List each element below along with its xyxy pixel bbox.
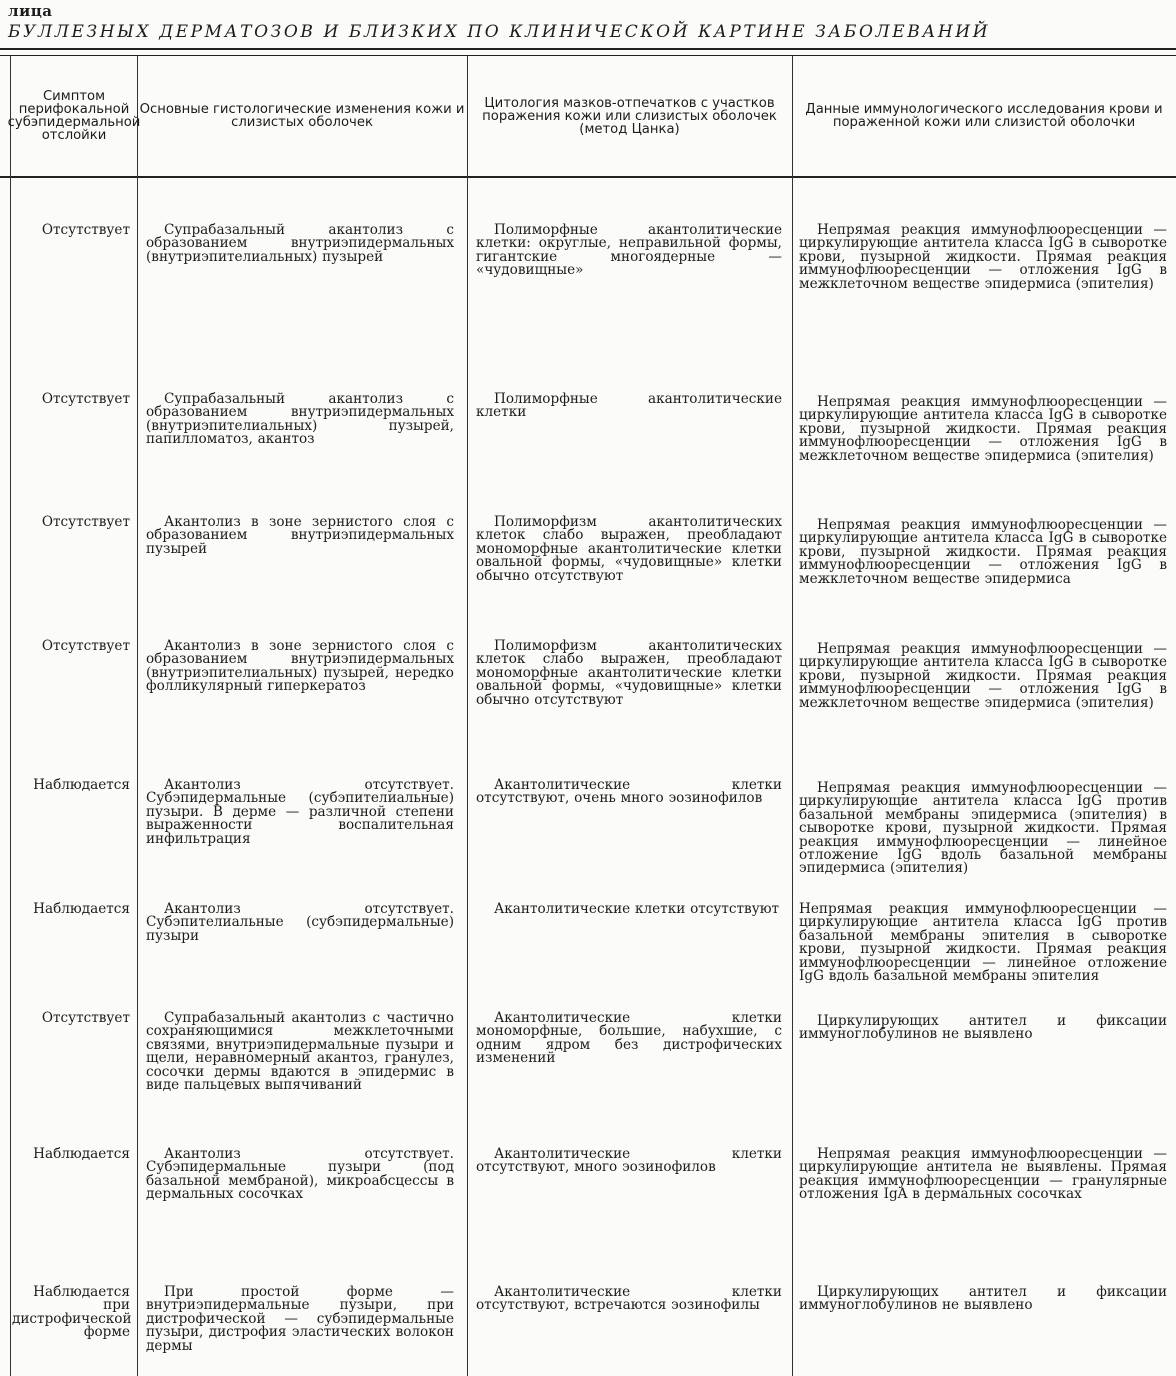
cell-symptom: Наблюдается [33, 901, 130, 917]
cell-symptom: Отсутствует [41, 1010, 130, 1026]
cell-symptom: Отсутствует [41, 222, 130, 238]
cell-cytology: Акантолитические клетки мономорфные, большие, набухшие, с одним ядром без дистрофических изменений [476, 1010, 782, 1067]
cell-histology: Супрабазальный акантолиз с образованием внутриэпидермальных (внутриэпителиальных) пузырей [146, 222, 454, 265]
cell-immunology: Циркулирующих антител и фиксации иммуноглобулинов не выявлено [799, 1013, 1167, 1043]
cell-symptom: Наблюдается при дистрофической форме [12, 1284, 132, 1341]
column-divider-2 [467, 56, 468, 1376]
cell-symptom: Отсутствует [41, 638, 130, 654]
cell-histology: При простой форме — внутриэпидермальные пузыри, при дистрофической — субэпидермальные пузыри, дистрофия эластических волокон дермы [146, 1284, 454, 1354]
cell-symptom: Наблюдается [33, 777, 130, 793]
column-divider-1 [137, 56, 138, 1376]
header-rule-bottom [0, 176, 1176, 178]
cell-histology: Акантолиз отсутствует. Субэпидермальные пузыри (под базальной мембраной), микроабсцессы в дермальных сосочках [146, 1146, 454, 1203]
cell-immunology: Непрямая реакция иммунофлюоресценции — циркулирующие антитела класса IgG против базальной мембраны эпителия в сыворотке крови, пузырной жидкости. Прямая реакция иммунофлюоресценции — линейное отложение IgG вдоль базальной мембраны эпителия [799, 901, 1167, 985]
cell-cytology: Полиморфизм акантолитических клеток слабо выражен, преобладают мономорфные акантолитические клетки овальной формы, «чудовищные» клетки обычно отсутствуют [476, 638, 782, 708]
cell-histology: Супрабазальный акантолиз с частично сохраняющимися межклеточными связями, внутриэпидермальные пузыри и щели, неравномерный акантоз, гранулез, сосочки дермы вдаются в эпидермис в виде пальцевых выпячиваний [146, 1010, 454, 1094]
cell-immunology: Непрямая реакция иммунофлюоресценции — циркулирующие антитела класса IgG в сыворотке крови, пузырной жидкости. Прямая реакция иммунофлюоресценции — отложения IgG в межклеточном веществе эпидермиса (эпителия) [799, 394, 1167, 464]
cell-histology: Акантолиз отсутствует. Субэпидермальные (субэпителиальные) пузыри. В дерме — различной степени выраженности воспалительная инфильтрация [146, 777, 454, 847]
column-divider-left [10, 56, 11, 1376]
cell-symptom: Отсутствует [41, 514, 130, 530]
column-header-cytology: Цитология мазков-отпечатков с участков поражения кожи или слизистых оболочек (метод Цанка) [482, 95, 777, 137]
cell-immunology: Непрямая реакция иммунофлюоресценции — циркулирующие антитела класса IgG против базальной мембраны эпидермиса (эпителия) в сыворотке крови, пузырной жидкости. Прямая реакция иммунофлюоресценции — линейное отложение IgG вдоль базальной мембраны эпидермиса (эпителия) [799, 780, 1167, 877]
column-header-symptom: Симптом перифокальной субэпидермальной отслойки [7, 89, 141, 143]
cell-cytology: Полиморфные акантолитические клетки: округлые, неправильной формы, гигантские многоядерные — «чудовищные» [476, 222, 782, 279]
cell-immunology: Непрямая реакция иммунофлюоресценции — циркулирующие антитела класса IgG в сыворотке крови, пузырной жидкости. Прямая реакция иммунофлюоресценции — отложения IgG в межклеточном веществе эпидермиса (эпителия) [799, 641, 1167, 711]
cell-cytology: Полиморфизм акантолитических клеток слабо выражен, преобладают мономорфные акантолитические клетки овальной формы, «чудовищные» клетки обычно отсутствуют [476, 514, 782, 584]
page-title: БУЛЛЕЗНЫХ ДЕРМАТОЗОВ И БЛИЗКИХ ПО КЛИНИЧЕСКОЙ КАРТИНЕ ЗАБОЛЕВАНИЙ [8, 22, 991, 42]
cell-cytology: Акантолитические клетки отсутствуют, много эозинофилов [476, 1146, 782, 1176]
cell-histology: Акантолиз в зоне зернистого слоя с образованием внутриэпидермальных (внутриэпителиальных) пузырей, нередко фолликулярный гиперкератоз [146, 638, 454, 695]
cell-symptom: Наблюдается [33, 1146, 130, 1162]
page-top-word: лица [8, 2, 53, 20]
cell-immunology: Непрямая реакция иммунофлюоресценции — циркулирующие антитела класса IgG в сыворотке крови, пузырной жидкости. Прямая реакция иммунофлюоресценции — отложения IgG в межклеточном веществе эпидермиса (эпителия) [799, 222, 1167, 292]
cell-immunology: Циркулирующих антител и фиксации иммуноглобулинов не выявлено [799, 1284, 1167, 1314]
header-rule-top [0, 48, 1176, 50]
cell-cytology: Акантолитические клетки отсутствуют, очень много эозинофилов [476, 777, 782, 807]
cell-histology: Супрабазальный акантолиз с образованием внутриэпидермальных (внутриэпителиальных) пузырей, папилломатоз, акантоз [146, 391, 454, 448]
cell-symptom: Отсутствует [41, 391, 130, 407]
cell-cytology: Акантолитические клетки отсутствуют, встречаются эозинофилы [476, 1284, 782, 1314]
cell-immunology: Непрямая реакция иммунофлюоресценции — циркулирующие антитела не выявлены. Прямая реакция иммунофлюоресценции — гранулярные отложения IgA в дермальных сосочках [799, 1146, 1167, 1203]
cell-histology: Акантолиз в зоне зернистого слоя с образованием внутриэпидермальных пузырей [146, 514, 454, 557]
cell-cytology: Полиморфные акантолитические клетки [476, 391, 782, 421]
column-header-histology: Основные гистологические изменения кожи и слизистых оболочек [139, 102, 465, 130]
cell-histology: Акантолиз отсутствует. Субэпителиальные (субэпидермальные) пузыри [146, 901, 454, 944]
column-divider-3 [792, 56, 793, 1376]
cell-cytology: Акантолитические клетки отсутствуют [494, 901, 780, 917]
cell-immunology: Непрямая реакция иммунофлюоресценции — циркулирующие антитела класса IgG в сыворотке крови, пузырной жидкости. Прямая реакция иммунофлюоресценции — отложения IgG в межклеточном веществе эпидермиса [799, 517, 1167, 587]
column-header-immunology: Данные иммунологического исследования крови и пораженной кожи или слизистой оболочки [805, 102, 1163, 130]
